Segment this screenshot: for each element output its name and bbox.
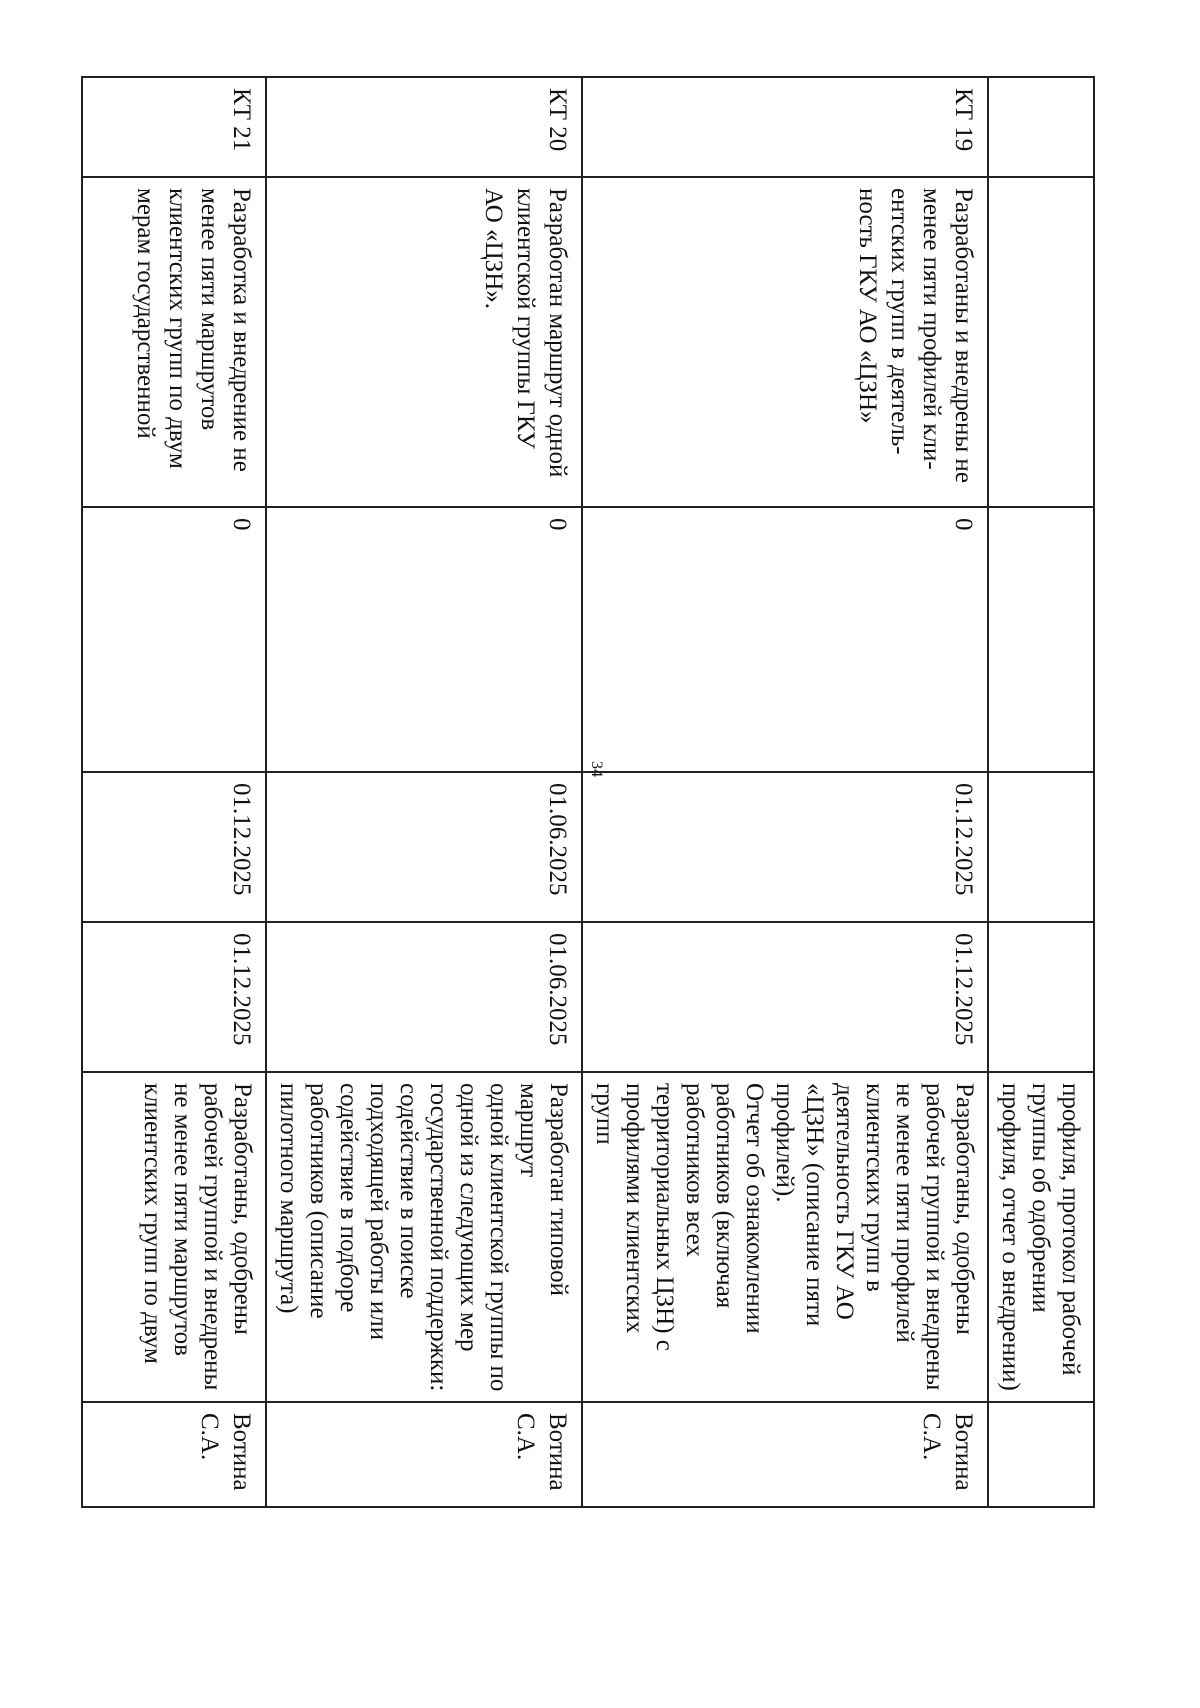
- cell-result: Разработан типовой маршрут одной клиентской группы по одной из следующих мер государственной поддержки: содействие в поиске подходящей работы или содействие в подборе работников (описание пилотного маршрута): [266, 1072, 582, 1402]
- cell-result: Разработаны, одобрены рабочей группой и внедрены не менее пяти маршрутов клиентских групп по двум: [82, 1072, 266, 1402]
- table-row-kt19: [582, 77, 988, 1507]
- cell-name: Разработаны и внедрены не менее пяти профилей кли- ентских групп в деятель- ность ГКУ АО «ЦЗН»: [582, 177, 988, 507]
- plan-table: [81, 76, 1095, 1508]
- cell-name: [988, 177, 1094, 507]
- cell-date-end: 01.06.2025: [266, 922, 582, 1072]
- cell-date-start: 01.06.2025: [266, 772, 582, 922]
- cell-date-end: 01.12.2025: [582, 922, 988, 1072]
- cell-date-end: 01.12.2025: [82, 922, 266, 1072]
- cell-date-start: 01.12.2025: [82, 772, 266, 922]
- cell-responsible: Вотина С.А.: [266, 1402, 582, 1507]
- table-row-kt21: [82, 77, 266, 1507]
- cell-base-value: 0: [82, 507, 266, 772]
- page-number: 34: [588, 761, 605, 777]
- cell-code: [988, 77, 1094, 177]
- cell-date-start: [988, 772, 1094, 922]
- cell-base-value: 0: [582, 507, 988, 772]
- cell-code: КТ 19: [582, 77, 988, 177]
- cell-date-start: 01.12.2025: [582, 772, 988, 922]
- cell-date-end: [988, 922, 1094, 1072]
- cell-responsible: Вотина С.А.: [82, 1402, 266, 1507]
- cell-base-value: [988, 507, 1094, 772]
- table-row-continuation: [988, 77, 1094, 1507]
- table-row-kt20: [266, 77, 582, 1507]
- cell-responsible: Вотина С.А.: [582, 1402, 988, 1507]
- rotated-table-wrapper: [95, 76, 1095, 1506]
- cell-result: профиля, протокол рабочей группы об одобрении профиля, отчет о внедрении): [988, 1072, 1094, 1402]
- cell-code: КТ 21: [82, 77, 266, 177]
- cell-name: Разработан маршрут одной клиентской группы ГКУ АО «ЦЗН».: [266, 177, 582, 507]
- cell-name: Разработка и внедрение не менее пяти маршрутов клиентских групп по двум мерам государственной: [82, 177, 266, 507]
- cell-result: Разработаны, одобрены рабочей группой и внедрены не менее пяти профилей клиентских групп в деятельность ГКУ АО «ЦЗН» (описание пяти профилей). Отчет об ознакомлении работников (включая работников всех территориальных ЦЗН) с профилями клиентских групп: [582, 1072, 988, 1402]
- cell-responsible: [988, 1402, 1094, 1507]
- cell-base-value: 0: [266, 507, 582, 772]
- cell-code: КТ 20: [266, 77, 582, 177]
